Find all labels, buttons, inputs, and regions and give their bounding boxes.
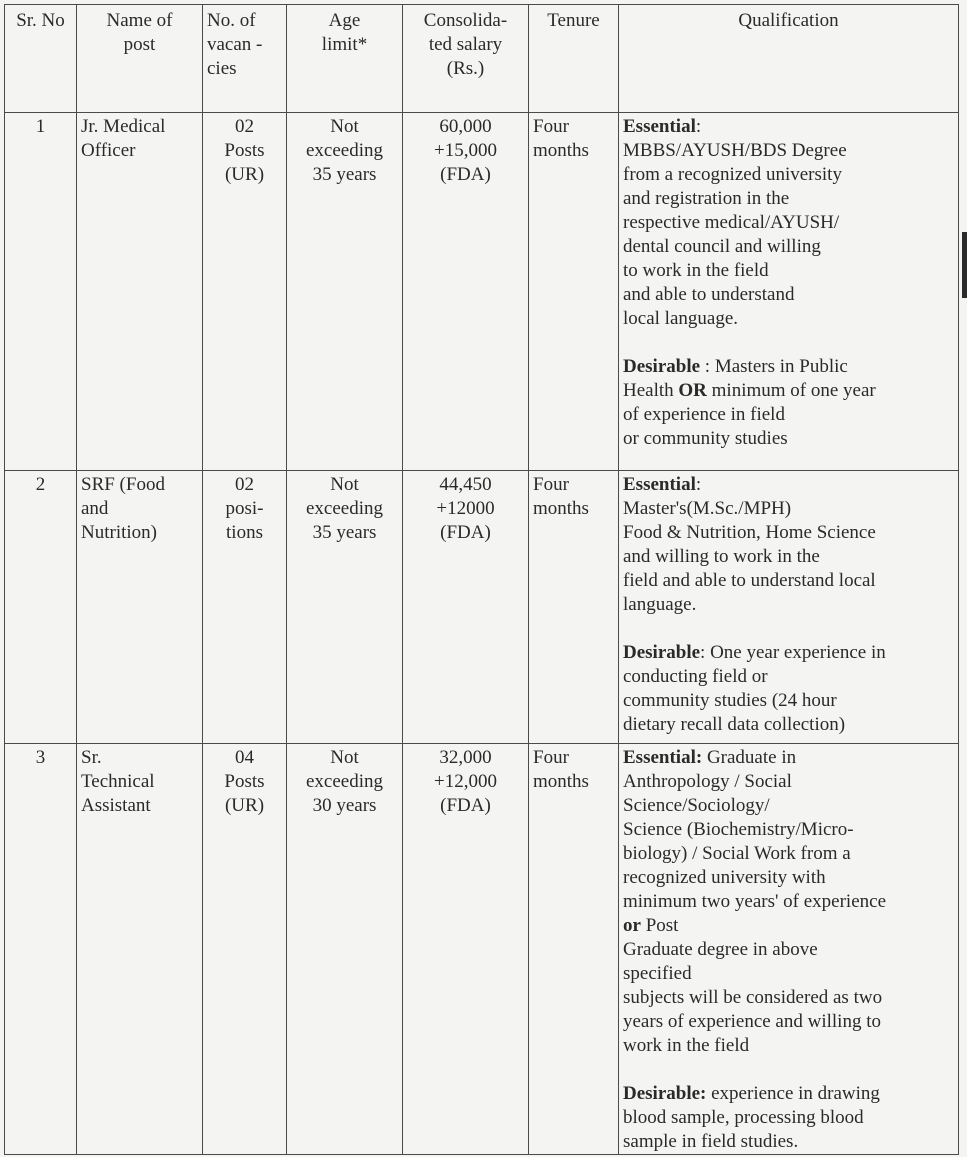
header-salary: Consolida- ted salary (Rs.) (403, 5, 529, 113)
header-name-of-post: Name of post (77, 5, 203, 113)
cell-qualification: Essential: Master's(M.Sc./MPH) Food & Nutrition, Home Science and willing to work in the field and able to understand local language. Desirable: One year experience in conducting field or community studies (24 hour dietary recall data collection) (619, 471, 959, 744)
cell-sr-no: 3 (5, 744, 77, 1155)
cell-tenure: Four months (529, 744, 619, 1155)
essential-label: Essential: (623, 747, 703, 768)
header-row (5, 5, 959, 113)
essential-label: Essential (623, 474, 696, 495)
cell-salary: 32,000 +12,000 (FDA) (403, 744, 529, 1155)
table-row (5, 471, 959, 744)
desirable-label: Desirable (623, 642, 701, 663)
cell-salary: 60,000 +15,000 (FDA) (403, 113, 529, 471)
desirable-label: Desirable (623, 356, 701, 377)
cell-vacancies: 02 Posts (UR) (203, 113, 287, 471)
page-edge-mark (962, 232, 967, 298)
table-row (5, 744, 959, 1155)
cell-post-name: SRF (Food and Nutrition) (77, 471, 203, 744)
header-sr-no: Sr. No (5, 5, 77, 113)
cell-sr-no: 1 (5, 113, 77, 471)
or-label: OR (678, 380, 707, 401)
cell-salary: 44,450 +12000 (FDA) (403, 471, 529, 744)
cell-age-limit: Not exceeding 35 years (287, 471, 403, 744)
desirable-label: Desirable: (623, 1083, 707, 1104)
or-label: or (623, 915, 641, 936)
cell-vacancies: 04 Posts (UR) (203, 744, 287, 1155)
cell-tenure: Four months (529, 113, 619, 471)
header-tenure: Tenure (529, 5, 619, 113)
cell-age-limit: Not exceeding 30 years (287, 744, 403, 1155)
cell-qualification: Essential: MBBS/AYUSH/BDS Degree from a recognized university and registration in the respective medical/AYUSH/ dental council and willing to work in the field and able to understand local language. Desirable : Masters in Public Health OR minimum of one year of experience in field or community studies (619, 113, 959, 471)
cell-sr-no: 2 (5, 471, 77, 744)
cell-post-name: Sr. Technical Assistant (77, 744, 203, 1155)
header-qualification: Qualification (619, 5, 959, 113)
essential-label: Essential (623, 116, 696, 137)
vacancy-table (4, 4, 959, 1155)
cell-age-limit: Not exceeding 35 years (287, 113, 403, 471)
header-vacancies: No. of vacan -cies (203, 5, 287, 113)
cell-vacancies: 02 posi- tions (203, 471, 287, 744)
table-row (5, 113, 959, 471)
cell-qualification: Essential: Graduate in Anthropology / Social Science/Sociology/ Science (Biochemistry/Micro- biology) / Social Work from a recognized university with minimum two years' of experience or Post Graduate degree in above specified subjects will be considered as two years of experience and willing to work in the field Desirable: experience in drawing blood sample, processing blood sample in field studies. (619, 744, 959, 1155)
cell-tenure: Four months (529, 471, 619, 744)
cell-post-name: Jr. Medical Officer (77, 113, 203, 471)
header-age-limit: Age limit* (287, 5, 403, 113)
